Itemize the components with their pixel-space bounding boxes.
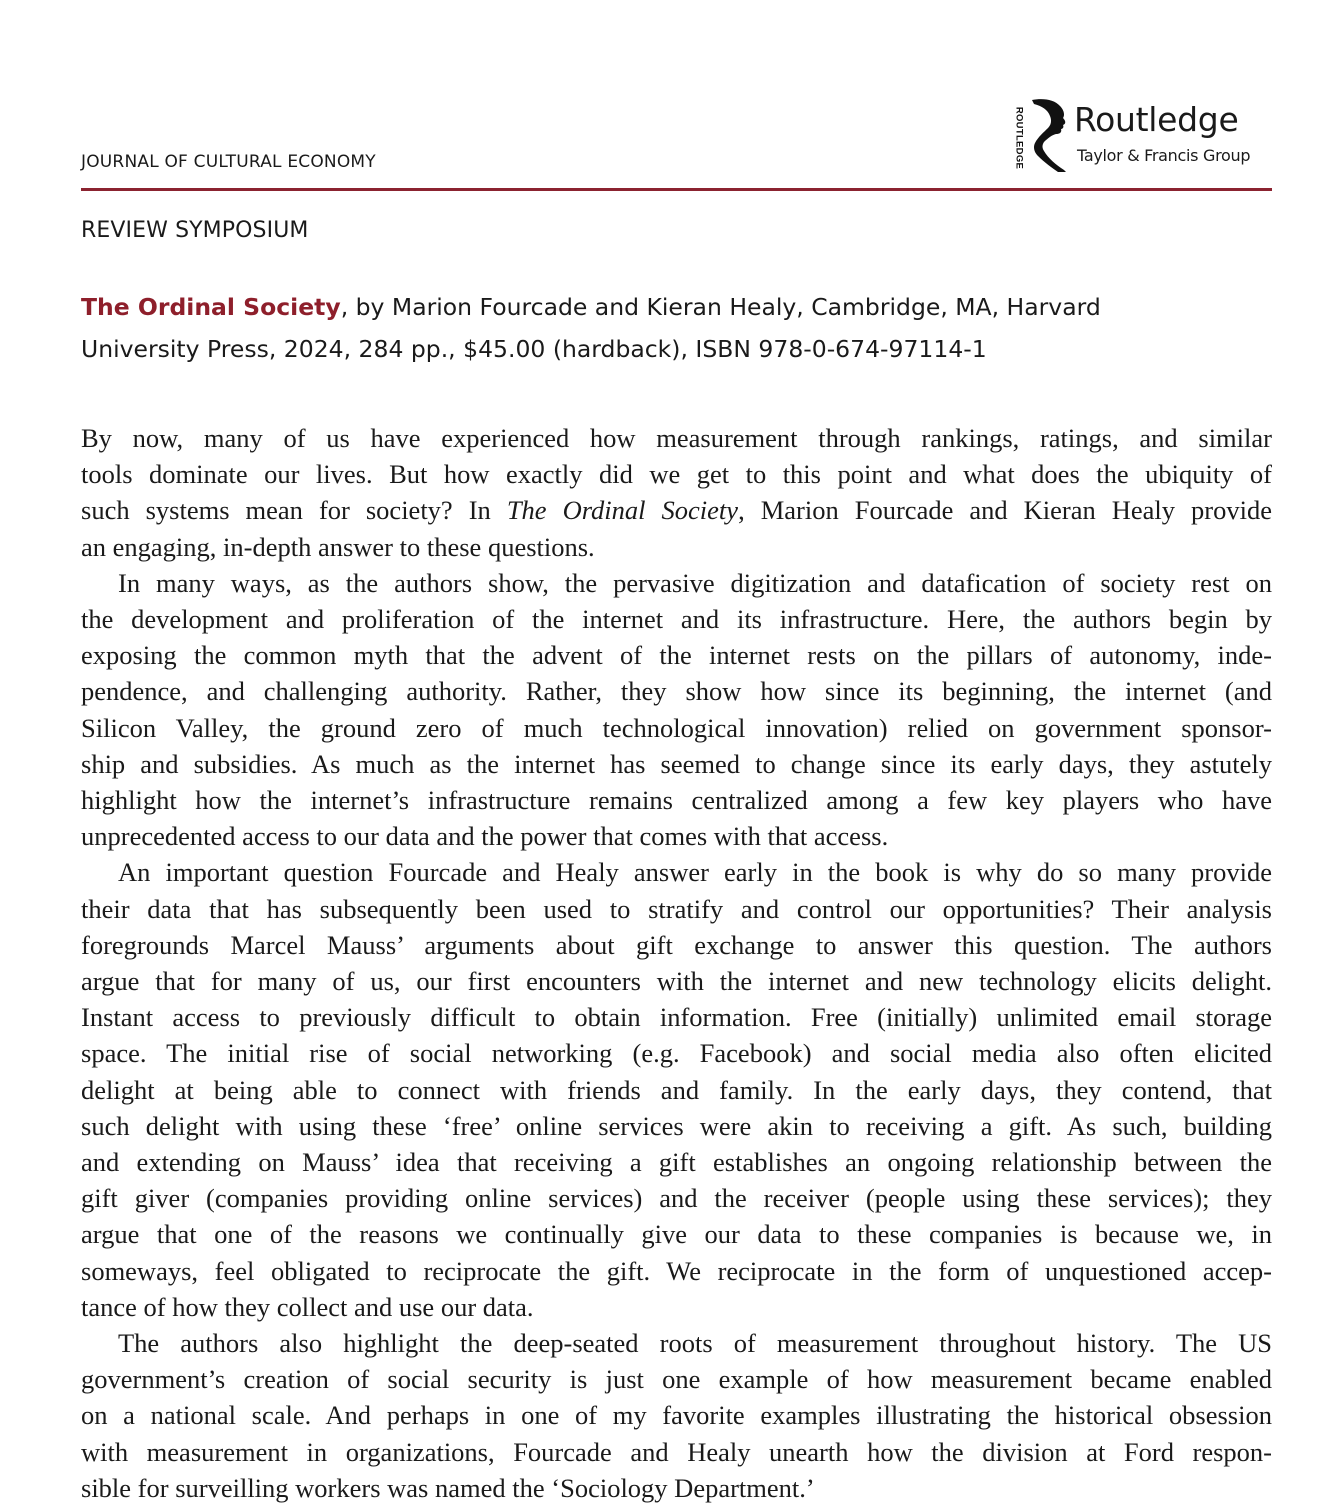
text-line: pendence, and challenging authority. Rather, they show how since its beginning, the internet (and [81,676,1272,707]
text-line: the development and proliferation of the internet and its infrastructure. Here, the authors begin by [81,604,1272,635]
text-line: foregrounds Marcel Mauss’ arguments about gift exchange to answer this question. The authors [81,929,1272,960]
text-line: argue that one of the reasons we continually give our data to these companies is because we, in [81,1219,1272,1250]
section-label: REVIEW SYMPOSIUM [81,218,309,243]
header-rule [81,188,1272,191]
text-line: government’s creation of social security is just one example of how measurement became enabled [81,1364,1272,1395]
book-details-line1: , by Marion Fourcade and Kieran Healy, Cambridge, MA, Harvard [340,293,1101,321]
text-line: an engaging, in-depth answer to these questions. [81,531,595,562]
logo-vertical-text [1012,102,1026,174]
book-reference [81,286,1272,370]
text-line: ship and subsidies. As much as the internet has seemed to change since its early days, they astutely [81,748,1272,779]
logo-vertical-label: ROUTLEDGE [1013,106,1025,170]
paragraph [81,420,1272,565]
text-line: An important question Fourcade and Healy answer early in the book is why do so many provide [118,857,1272,888]
book-details-line2: University Press, 2024, 284 pp., $45.00 (hardback), ISBN 978-0-674-97114-1 [81,335,987,363]
text-line: highlight how the internet’s infrastructure remains centralized among a few key players who have [81,785,1272,816]
text-line: Silicon Valley, the ground zero of much technological innovation) relied on government sponsor- [81,712,1272,743]
paragraph [81,565,1272,855]
text-line: space. The initial rise of social networking (e.g. Facebook) and social media also often elicited [81,1038,1272,1069]
logo-subtitle: Taylor & Francis Group [1077,146,1251,165]
text-line: delight at being able to connect with friends and family. In the early days, they contend, that [81,1074,1272,1105]
paragraph [81,854,1272,1325]
routledge-profile-r-icon [1028,98,1076,174]
journal-name: JOURNAL OF CULTURAL ECONOMY [81,152,376,172]
text-line: and extending on Mauss’ idea that receiving a gift establishes an ongoing relationship between the [81,1147,1272,1178]
text-line: tools dominate our lives. But how exactly did we get to this point and what does the ubiquity of [81,459,1272,490]
text-line: In many ways, as the authors show, the pervasive digitization and datafication of society rest on [118,567,1272,598]
text-line [81,492,1272,528]
text-line: sible for surveilling workers was named the ‘Sociology Department.’ [81,1472,815,1503]
text-line: on a national scale. And perhaps in one of my favorite examples illustrating the historical obsession [81,1400,1272,1431]
text-line: Instant access to previously difficult to obtain information. Free (initially) unlimited email storage [81,1002,1272,1033]
text-line: gift giver (companies providing online services) and the receiver (people using these services); they [81,1183,1272,1214]
text-line: tance of how they collect and use our data. [81,1291,534,1322]
review-body [81,420,1272,1506]
text-line: exposing the common myth that the advent of the internet rests on the pillars of autonomy, inde- [81,640,1272,671]
text-segment: such systems mean for society? In [81,495,507,526]
book-title-link[interactable]: The Ordinal Society [81,293,341,321]
text-line: with measurement in organizations, Fourcade and Healy unearth how the division at Ford respon- [81,1436,1272,1467]
text-line: such delight with using these ‘free’ online services were akin to receiving a gift. As such, building [81,1110,1272,1141]
text-line: argue that for many of us, our first encounters with the internet and new technology elicits delight. [81,966,1272,997]
text-line: By now, many of us have experienced how measurement through rankings, ratings, and similar [81,423,1272,453]
italic-book-title: The Ordinal Society [506,495,739,526]
text-line: their data that has subsequently been used to stratify and control our opportunities? Their analysis [81,893,1272,924]
text-segment: , Marion Fourcade and Kieran Healy provide [738,495,1273,526]
text-line: The authors also highlight the deep-seated roots of measurement throughout history. The US [118,1328,1272,1359]
paragraph [81,1325,1272,1506]
logo-brand-name: Routledge [1074,100,1239,139]
text-line: unprecedented access to our data and the power that comes with that access. [81,821,889,852]
text-line: someways, feel obligated to reciprocate the gift. We reciprocate in the form of unquestioned accep- [81,1255,1272,1286]
publisher-logo [1012,98,1274,178]
